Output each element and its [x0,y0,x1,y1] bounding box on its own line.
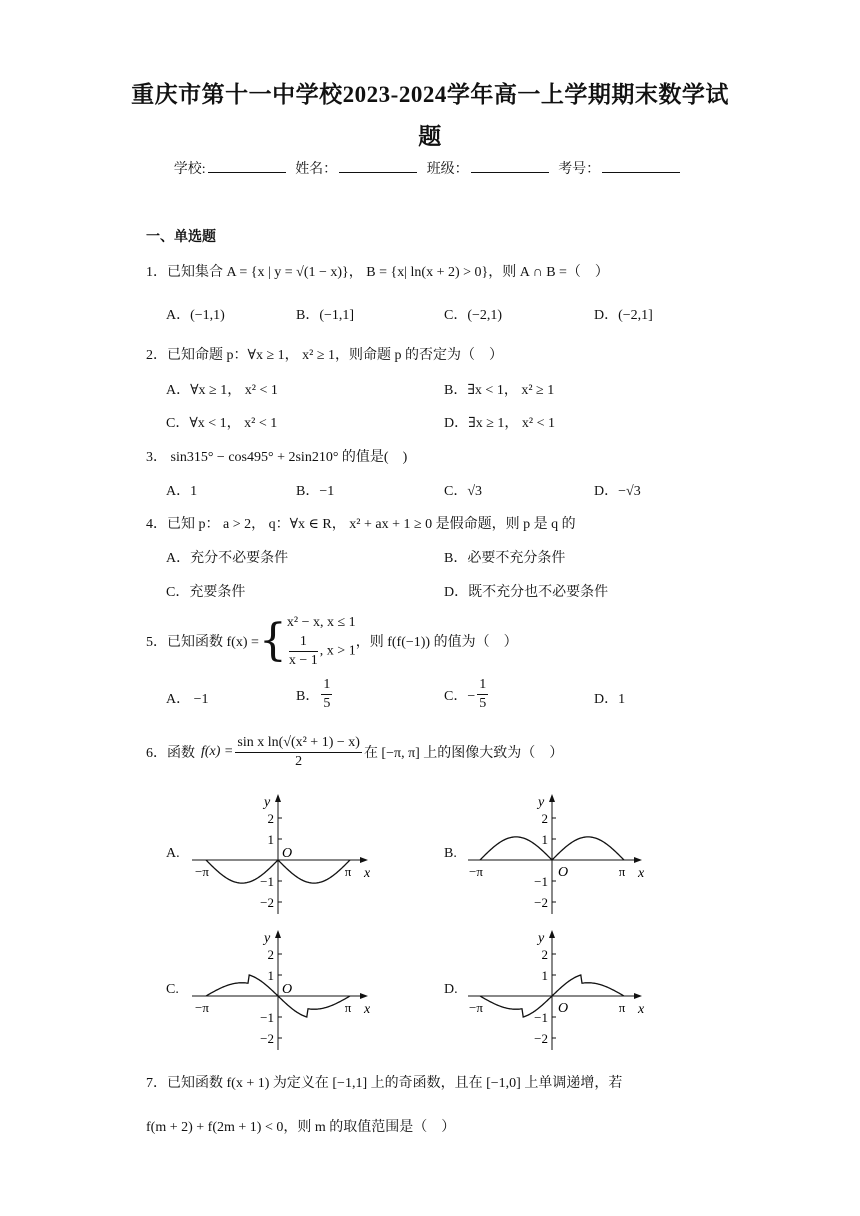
y-tick-label: −1 [534,874,548,889]
q6-option-a-label[interactable]: A. [166,846,180,861]
q6-suffix: 在 [−π, π] 上的图像大致为（ ） [363,746,564,761]
q5-option-c[interactable] [444,676,490,713]
pi-label: π [344,864,352,879]
q5-case2-cond: , x > 1 [319,643,356,659]
name-blank[interactable] [339,160,417,173]
y-tick-label: 2 [541,947,548,962]
q5-b-den: 5 [323,696,331,711]
x-axis-arrow [634,993,642,999]
pi-label: π [618,864,626,879]
q5-c-den: 5 [479,696,487,711]
q1-option-a[interactable]: A．(−1,1) [166,308,225,323]
y-axis-arrow [549,930,555,938]
y-tick-label: −2 [260,1031,274,1046]
q2-option-c[interactable]: C．∀x < 1， x² < 1 [166,416,278,431]
q6-option-d-label[interactable]: D. [444,982,458,997]
x-axis-label: x [364,1002,370,1017]
question-3-text: 3． sin315° − cos495° + 2sin210° 的值是( ) [146,450,408,465]
y-axis-label: y [264,931,271,946]
q4-option-c[interactable]: C．充要条件 [166,585,246,600]
x-axis-label: x [638,866,645,881]
neg-pi-label: −π [195,1000,209,1015]
q6-fx: f(x) = [201,744,234,759]
q5-suffix: ，则 f(f(−1)) 的值为（ ） [355,635,518,650]
x-axis-label: x [364,866,370,881]
y-axis-arrow [275,930,281,938]
neg-pi-label: −π [469,1000,483,1015]
pi-label: π [344,1000,352,1015]
graph-a[interactable] [190,792,370,914]
x-axis-label: x [638,1002,645,1017]
q6-fraction [235,734,362,771]
q4-option-d[interactable]: D．既不充分也不必要条件 [444,585,609,600]
y-tick-label: −2 [260,895,274,910]
q5-option-c-fraction [477,676,488,713]
neg-pi-label: −π [195,864,209,879]
graph-d[interactable] [468,928,648,1050]
q5-case2-fraction [289,633,318,670]
y-axis-arrow [549,794,555,802]
q3-option-c[interactable]: C．√3 [444,484,483,499]
q5-option-b[interactable] [296,676,334,713]
y-axis-label: y [264,795,271,810]
q2-option-a[interactable]: A．∀x ≥ 1， x² < 1 [166,383,278,398]
school-blank[interactable] [208,160,286,173]
q5-option-c-label: C．− [444,688,476,704]
section-heading: 一、单选题 [146,230,216,245]
y-tick-label: 1 [267,832,274,847]
class-label: 班级： [426,162,469,177]
question-2-text: 2．已知命题 p：∀x ≥ 1， x² ≥ 1，则命题 p 的否定为（ ） [146,348,504,363]
origin-label: O [558,1001,569,1016]
y-tick-label: −2 [534,1031,548,1046]
q5-prefix: 5．已知函数 f(x) = [146,635,259,650]
q5-c-num: 1 [477,676,488,695]
q5-option-a[interactable]: A． −1 [166,692,209,707]
y-tick-label: −1 [260,1010,274,1025]
y-tick-label: 2 [541,811,548,826]
q1-option-c[interactable]: C．(−2,1) [444,308,503,323]
q5-case1: x² − x, x ≤ 1 [286,614,356,630]
q6-prefix: 6．函数 [146,746,195,761]
q6-den: 2 [295,753,303,769]
q6-option-b-label[interactable]: B. [444,846,457,861]
y-axis-label: y [538,795,545,810]
y-axis-arrow [275,794,281,802]
q5-option-b-label: B． [296,688,320,704]
y-axis-label: y [538,931,545,946]
q3-option-a[interactable]: A．1 [166,484,198,499]
name-label: 姓名： [295,162,338,177]
q2-option-d[interactable]: D．∃x ≥ 1， x² < 1 [444,416,555,431]
y-tick-label: −2 [534,895,548,910]
question-1-text: 1．已知集合 A = {x | y = √(1 − x)}， B = {x| ln(x + 2) > 0}，则 A ∩ B =（ ） [146,265,609,280]
q4-option-b[interactable]: B．必要不充分条件 [444,551,566,566]
question-6-text [146,728,563,776]
question-7-line1: 7．已知函数 f(x + 1) 为定义在 [−1,1] 上的奇函数，且在 [−1,0] 上单调递增，若 [146,1076,623,1091]
q5-case2-den: x − 1 [288,652,318,668]
q5-case2-num: 1 [289,633,318,652]
q5-cases [287,613,356,670]
q5-option-d[interactable]: D．1 [594,692,626,707]
exam-no-blank[interactable] [602,160,680,173]
x-axis-arrow [634,857,642,863]
q4-option-a[interactable]: A．充分不必要条件 [166,551,289,566]
page-title-line2: 题 [418,124,442,149]
q5-option-b-fraction [321,676,332,713]
q2-option-b[interactable]: B．∃x < 1， x² ≥ 1 [444,383,555,398]
y-tick-label: 1 [541,832,548,847]
y-tick-label: 2 [267,811,274,826]
x-axis-arrow [360,993,368,999]
student-info [0,158,860,178]
q3-option-d[interactable]: D．−√3 [594,484,641,499]
page-title-line1: 重庆市第十一中学校2023-2024学年高一上学期期末数学试 [131,82,729,107]
pi-label: π [618,1000,626,1015]
question-7-line2: f(m + 2) + f(2m + 1) < 0，则 m 的取值范围是（ ） [146,1120,456,1135]
graph-b[interactable] [468,792,648,914]
exam-no-label: 考号： [558,162,601,177]
origin-label: O [282,846,293,861]
origin-label: O [558,865,569,880]
y-tick-label: −1 [534,1010,548,1025]
q1-option-d[interactable]: D．(−2,1] [594,308,653,323]
q5-brace: { [258,615,287,666]
school-label: 学校: [173,162,206,177]
y-tick-label: 1 [267,968,274,983]
question-4-text: 4．已知 p： a > 2， q：∀x ∈ R， x² + ax + 1 ≥ 0 是假命题，则 p 是 q 的 [146,517,576,532]
q6-num: sin x ln(√(x² + 1) − x) [235,734,362,753]
question-5-text [146,610,518,672]
y-tick-label: −1 [260,874,274,889]
q3-option-b[interactable]: B．−1 [296,484,335,499]
class-blank[interactable] [471,160,549,173]
origin-label: O [282,982,293,997]
q1-option-b[interactable]: B．(−1,1] [296,308,355,323]
y-tick-label: 2 [267,947,274,962]
neg-pi-label: −π [469,864,483,879]
y-tick-label: 1 [541,968,548,983]
q5-b-num: 1 [321,676,332,695]
q6-option-c-label[interactable]: C. [166,982,179,997]
x-axis-arrow [360,857,368,863]
graph-c[interactable] [190,928,370,1050]
